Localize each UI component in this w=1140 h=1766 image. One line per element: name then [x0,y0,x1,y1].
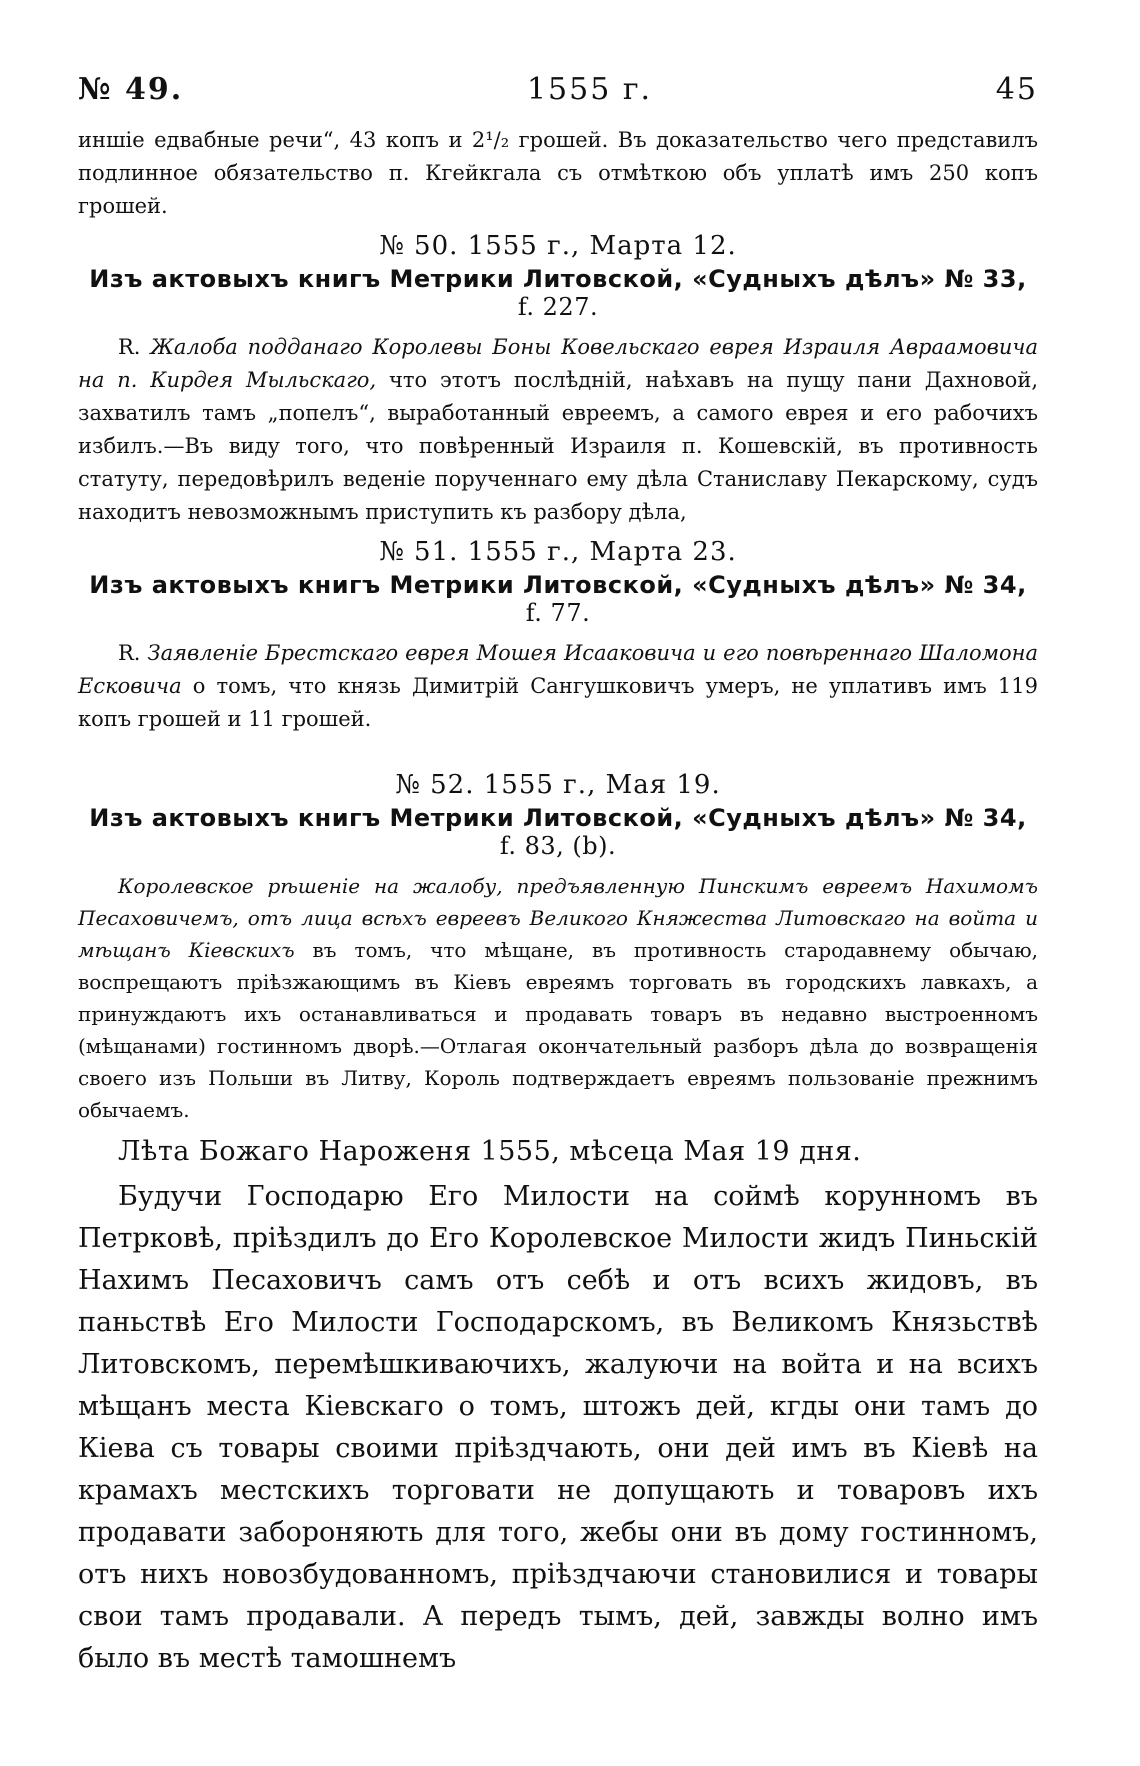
entry-summary [78,331,1038,529]
source-text: Изъ актовыхъ книгъ Метрики Литовской, «Судныхъ дѣлъ» № 33, [89,265,1027,293]
source-text: Изъ актовыхъ книгъ Метрики Литовской, «Судныхъ дѣлъ» № 34, [89,804,1027,832]
entry-50 [78,231,1038,529]
source-ref: f. 83, (b). [499,832,617,860]
page-header [78,72,1038,124]
document-date-line: Лѣта Божаго Нароженя 1555, мѣсеца Мая 19 дня. [118,1136,862,1167]
entry-source [78,571,1038,627]
summary-text: въ томъ, что мѣщане, въ противность стародавнему обычаю, воспрещаютъ пріѣзжающимъ въ Кіевъ евреямъ торговать въ городскихъ лавкахъ, а принуждаютъ ихъ останавливаться и продавать товаръ въ недавно выстроенномъ (мѣщанами) гостинномъ дворѣ.—Отлагая окончательный разборъ дѣла до возвращенія своего изъ Польши въ Литву, Король подтверждаетъ евреямъ пользованіе прежнимъ обычаемъ. [78,938,1038,1122]
entry-summary [78,637,1038,736]
header-year: 1555 г. [526,72,653,107]
page-number: 45 [995,72,1038,107]
document-number: № 49. [78,72,184,107]
entry-source [78,265,1038,321]
entry-52 [78,770,1038,1126]
summary-italic: Заявленіе Брестскаго еврея Мошея Исааковича и его повѣреннаго Шаломона Есковича [78,641,1038,698]
spacer [78,736,1038,762]
document-body: Будучи Господарю Его Милости на соймѣ корунномъ въ Петрковѣ, пріѣздилъ до Его Королевское Милости жидъ Пиньскій Нахимъ Песаховичъ самъ отъ себѣ и отъ всихъ жидовъ, въ паньствѣ Его Милости Господарскомъ, въ Великомъ Князьствѣ Литовскомъ, перемѣшкиваючихъ, жалуючи на войта и на всихъ мѣщанъ места Кіевскаго о томъ, штожъ дей, кгды они тамъ до Кіева съ товары своими пріѣздчають, они дей имъ въ Кіевѣ на крамахъ местскихъ торговати не допущають и товаровъ ихъ продавати забороняють для того, жебы они въ дому гостинномъ, отъ нихъ новозбудованномъ, пріѣздчаючи становилися и товары свои тамъ продавали. А передъ тымъ, дей, завжды волно имъ было въ местѣ тамошнемъ [78,1181,1038,1674]
intro-paragraph: иншіе едвабные речи“, 43 копъ и 2¹/₂ грошей. Въ доказательство чего представилъ подлинное обязательство п. Кгейкгала съ отмѣткою объ уплатѣ имъ 250 копъ грошей. [78,128,1038,218]
summary-lead: R. [118,335,141,359]
source-text: Изъ актовыхъ книгъ Метрики Литовской, «Судныхъ дѣлъ» № 34, [89,571,1027,599]
entry-source [78,804,1038,860]
entry-heading: № 51. 1555 г., Марта 23. [379,537,737,567]
entry-heading: № 50. 1555 г., Марта 12. [379,231,737,261]
summary-text: что этотъ послѣдній, наѣхавъ на пущу пани Дахновой, захватилъ тамъ „попелъ“, выработанный евреемъ, а самого еврея и его рабочихъ избилъ.—Въ виду того, что повѣренный Израиля п. Кошевскій, въ противность статуту, передовѣрилъ веденіе порученнаго ему дѣла Станиславу Пекарскому, судъ находитъ невозможнымъ приступить къ разбору дѣла, [78,368,1038,524]
source-ref: f. 77. [525,599,591,627]
entry-heading: № 52. 1555 г., Мая 19. [395,770,721,800]
document-page [78,72,1038,1680]
summary-lead: R. [118,641,141,665]
summary-italic: Королевское рѣшеніе на жалобу, предъявленную Пинскимъ евреемъ Нахимомъ Песаховичемъ, отъ лица всѣхъ евреевъ Великого Княжества Литовскаго на войта и мѣщанъ Кіевскихъ [78,874,1038,962]
entry-51 [78,537,1038,736]
entry-summary [78,870,1038,1126]
source-ref: f. 227. [517,293,599,321]
summary-italic: Жалоба подданаго Королевы Боны Ковельскаго еврея Израиля Авраамовича на п. Кирдея Мыльскаго, [78,335,1038,392]
summary-text: о томъ, что князь Димитрій Сангушковичъ умеръ, не уплативъ имъ 119 копъ грошей и 11 грошей. [78,674,1038,731]
